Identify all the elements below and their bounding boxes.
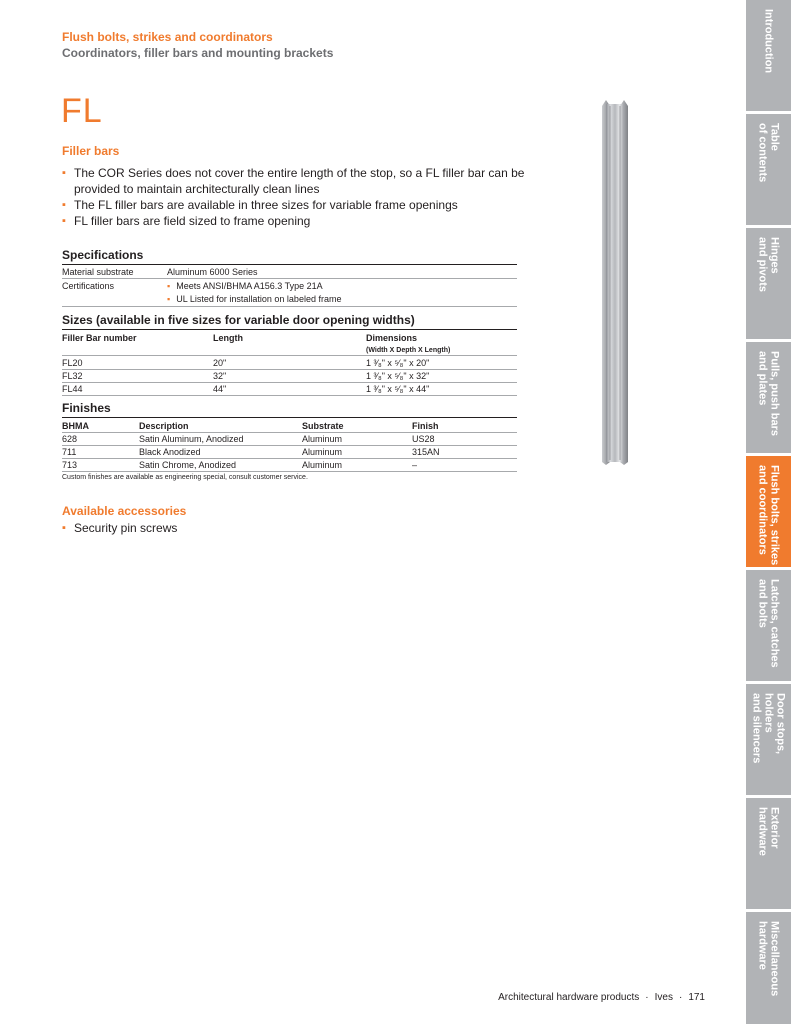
tab-miscellaneous-hardware[interactable]: Miscellaneous hardware: [746, 912, 791, 1024]
tab-latches-catches[interactable]: Latches, catches and bolts: [746, 570, 791, 681]
table-cell: 20": [213, 358, 227, 368]
intro-bullets: [62, 165, 532, 229]
tab-exterior-hardware[interactable]: Exterior hardware: [746, 798, 791, 909]
tab-pulls-push-bars[interactable]: Pulls, push bars and plates: [746, 342, 791, 453]
divider: [62, 264, 517, 265]
table-cell: 315AN: [412, 447, 440, 457]
tab-hinges-and-pivots[interactable]: Hinges and pivots: [746, 228, 791, 339]
divider: [62, 432, 517, 433]
column-subheader: (Width X Depth X Length): [366, 347, 451, 354]
list-item: ▪ The COR Series does not cover the entire length of the stop, so a FL filler bar can be provided to maintain architecturally clean lines: [62, 166, 525, 196]
list-item: ▪ Security pin screws: [62, 521, 178, 535]
sizes-title: Sizes (available in five sizes for variable door opening widths): [62, 313, 415, 327]
table-cell: FL20: [62, 358, 83, 368]
table-cell: 1 ³⁄₈" x ⁵⁄₈" x 44": [366, 384, 430, 394]
page-footer: Architectural hardware products · Ives · 171: [498, 992, 705, 1003]
filler-bar-image: [600, 100, 630, 465]
finishes-note: Custom finishes are available as engineering special, consult customer service.: [62, 474, 308, 481]
table-cell: 1 ³⁄₈" x ⁵⁄₈" x 32": [366, 371, 430, 381]
list-item: ▪ The FL filler bars are available in three sizes for variable frame openings: [62, 198, 458, 212]
specifications-title: Specifications: [62, 248, 144, 262]
intro-title: Filler bars: [62, 144, 120, 158]
column-header: Length: [213, 333, 243, 343]
divider: [62, 395, 517, 396]
table-cell: 32": [213, 371, 227, 381]
page-number: 171: [688, 992, 705, 1003]
divider: [62, 306, 517, 307]
column-header: Substrate: [302, 421, 344, 431]
tab-introduction[interactable]: Introduction: [746, 0, 791, 111]
table-cell: 44": [213, 384, 227, 394]
table-cell: Satin Chrome, Anodized: [139, 460, 237, 470]
spec-label: Material substrate: [62, 267, 134, 277]
table-cell: Aluminum: [302, 434, 343, 444]
table-cell: 713: [62, 460, 78, 470]
footer-brand: Ives: [654, 992, 673, 1003]
table-cell: Aluminum: [302, 447, 343, 457]
divider: [62, 458, 517, 459]
divider: [62, 278, 517, 279]
divider: [62, 329, 517, 330]
divider: [62, 355, 517, 356]
table-cell: Black Anodized: [139, 447, 201, 457]
table-cell: Satin Aluminum, Anodized: [139, 434, 244, 444]
footer-publication: Architectural hardware products: [498, 992, 640, 1003]
table-cell: 711: [62, 447, 77, 457]
tab-table-of-contents[interactable]: Table of contents: [746, 114, 791, 225]
table-cell: –: [412, 460, 418, 470]
divider: [62, 369, 517, 370]
category-heading: Flush bolts, strikes and coordinators: [62, 30, 273, 44]
table-cell: FL44: [62, 384, 83, 394]
column-header: Dimensions: [366, 333, 418, 343]
divider: [62, 382, 517, 383]
divider: [62, 417, 517, 418]
tab-flush-bolts[interactable]: Flush bolts, strikes and coordinators: [746, 456, 791, 567]
accessories-list: [62, 520, 532, 536]
table-cell: 628: [62, 434, 78, 444]
accessories-title: Available accessories: [62, 504, 187, 518]
subcategory-heading: Coordinators, filler bars and mounting brackets: [62, 46, 334, 60]
spec-value: Aluminum 6000 Series: [167, 267, 258, 277]
table-cell: FL32: [62, 371, 83, 381]
spec-cert-item: ▪ Meets ANSI/BHMA A156.3 Type 21A: [167, 281, 323, 291]
tab-door-stops[interactable]: Door stops, holders and silencers: [746, 684, 791, 795]
table-cell: 1 ³⁄₈" x ⁵⁄₈" x 20": [366, 358, 430, 368]
section-tabs: [746, 0, 791, 1024]
column-header: BHMA: [62, 421, 89, 431]
list-item: ▪ FL filler bars are field sized to frame opening: [62, 214, 311, 228]
table-cell: US28: [412, 434, 435, 444]
column-header: Finish: [412, 421, 439, 431]
column-header: Filler Bar number: [62, 333, 137, 343]
spec-label: Certifications: [62, 281, 115, 291]
column-header: Description: [139, 421, 189, 431]
model-title: FL: [61, 92, 103, 130]
spec-cert-item: ▪ UL Listed for installation on labeled frame: [167, 294, 342, 304]
divider: [62, 445, 517, 446]
finishes-title: Finishes: [62, 401, 111, 415]
table-cell: Aluminum: [302, 460, 343, 470]
divider: [62, 471, 517, 472]
